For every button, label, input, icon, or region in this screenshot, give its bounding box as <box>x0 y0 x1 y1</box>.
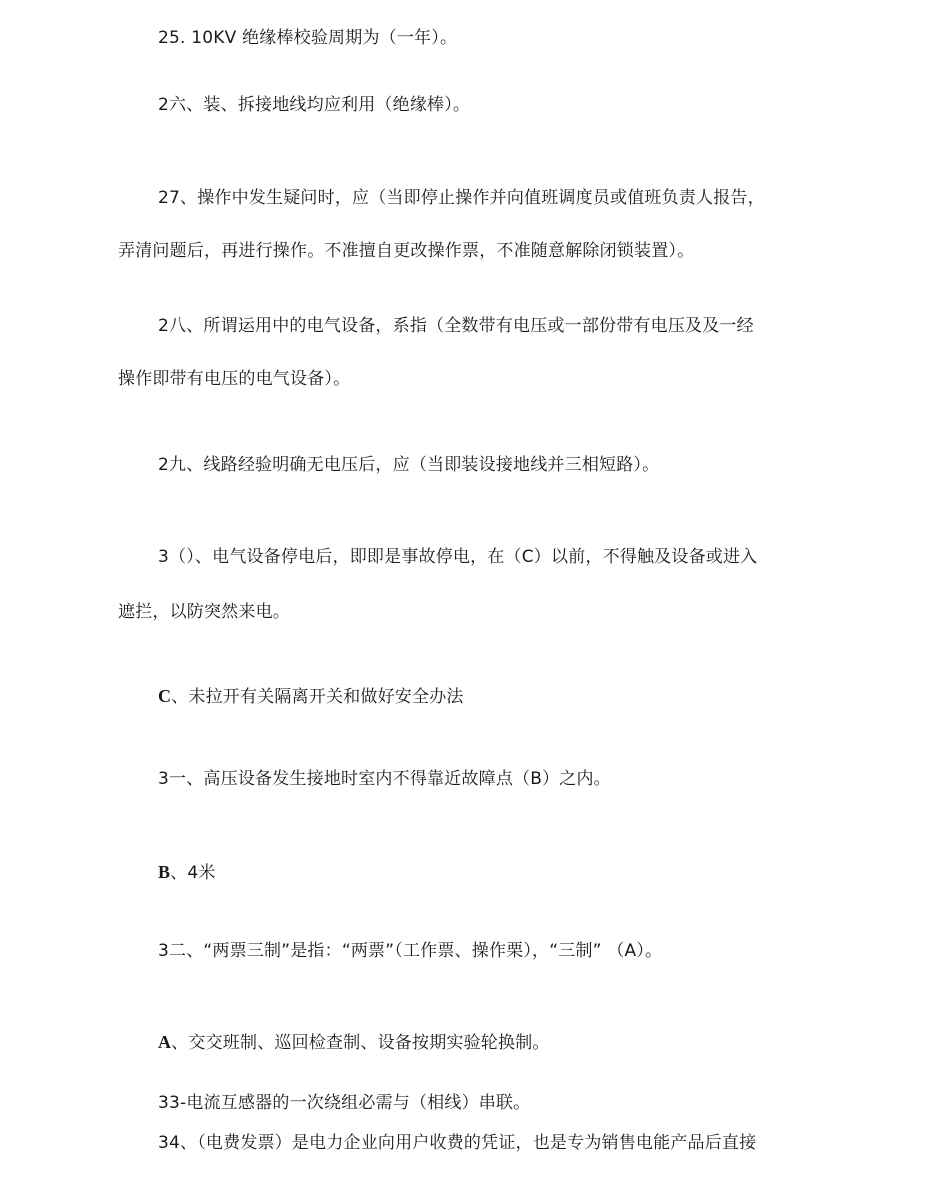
answer-option-b <box>158 861 216 884</box>
question-25: 25. 10KV 绝缘棒校验周期为（一年）。 <box>158 28 458 48</box>
option-text: 、未拉开有关隔离开关和做好安全办法 <box>171 687 464 707</box>
question-29: 2九、线路经验明确无电压后，应（当即装设接地线并三相短路）。 <box>158 455 660 475</box>
question-30-continuation: 遮拦，以防突然来电。 <box>118 602 290 622</box>
question-28-continuation: 操作即带有电压的电气设备）。 <box>118 369 351 389</box>
question-28: 2八、所谓运用中的电气设备，系指（全数带有电压或一部份带有电压及及一经 <box>158 316 754 336</box>
question-27-continuation: 弄清问题后，再进行操作。不准擅自更改操作票，不准随意解除闭锁装置）。 <box>118 241 695 261</box>
option-letter: B <box>158 862 171 882</box>
question-26: 2六、装、拆接地线均应利用（绝缘棒）。 <box>158 95 471 115</box>
question-34: 34、（电费发票）是电力企业向用户收费的凭证，也是专为销售电能产品后直接 <box>158 1133 757 1153</box>
option-text: 、4米 <box>170 863 216 883</box>
option-text: 、交交班制、巡回检查制、设备按期实验轮换制。 <box>171 1033 550 1053</box>
answer-option-c <box>158 685 464 708</box>
question-31: 3一、高压设备发生接地时室内不得靠近故障点（B）之内。 <box>158 769 611 789</box>
question-27: 27、操作中发生疑问时，应（当即停止操作并向值班调度员或值班负责人报告， <box>158 188 765 208</box>
question-30: 3（）、电气设备停电后，即即是事故停电，在（C）以前，不得触及设备或进入 <box>158 547 758 567</box>
option-letter: A <box>158 1032 172 1052</box>
answer-option-a <box>158 1031 550 1054</box>
option-letter: C <box>158 686 172 706</box>
question-33: 33-电流互感器的一次绕组必需与（相线）串联。 <box>158 1093 531 1113</box>
question-32: 3二、“两票三制”是指：“两票”（工作票、操作栗），“三制” （A）。 <box>158 941 663 961</box>
